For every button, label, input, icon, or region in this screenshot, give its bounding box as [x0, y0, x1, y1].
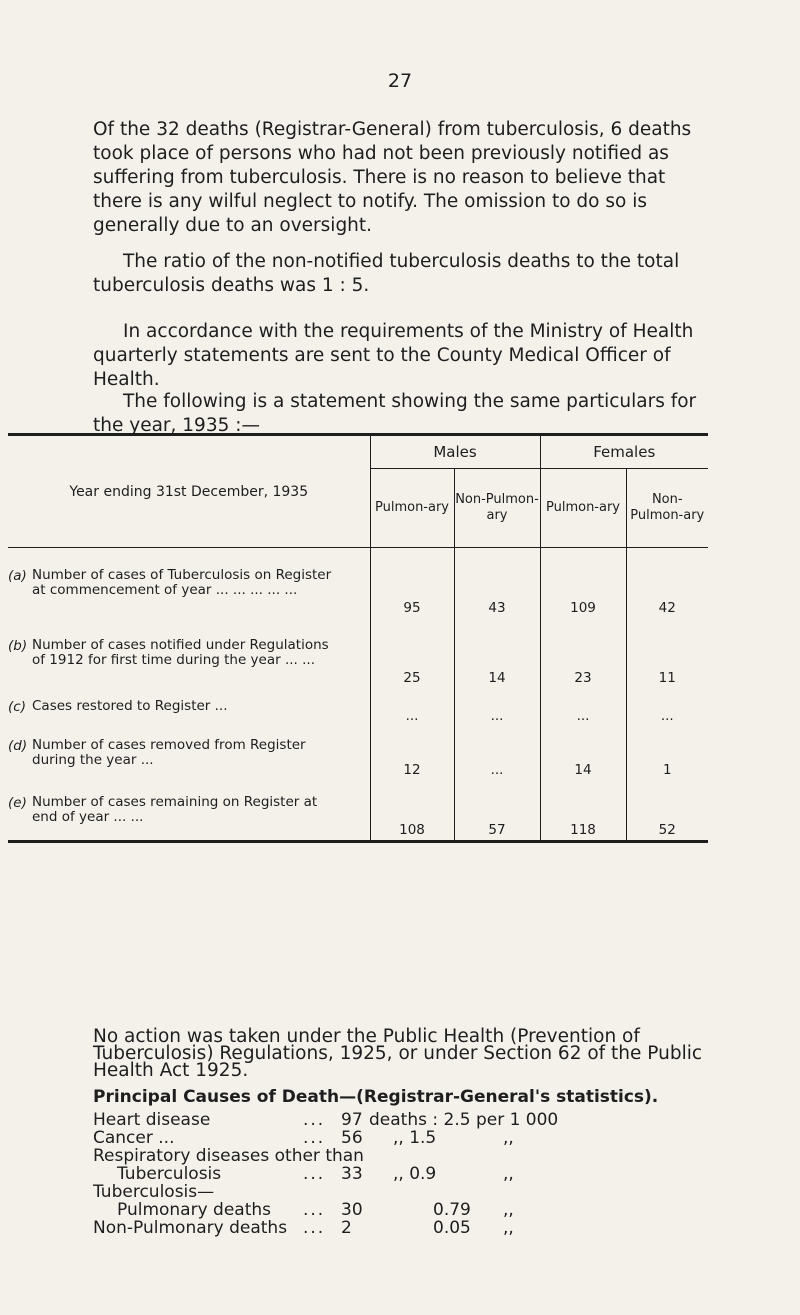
cause-name: Non-Pulmonary deaths — [93, 1218, 288, 1238]
table-cell: 52 — [626, 780, 708, 842]
col-header: Pulmon-ary — [370, 469, 454, 548]
table-row — [8, 618, 708, 688]
row-letter: (a) — [8, 568, 27, 584]
cause-rate: 0.79 — [433, 1200, 471, 1220]
table-cell: 11 — [626, 618, 708, 688]
cause-dots: ... — [303, 1164, 326, 1184]
cause-name: Heart disease — [93, 1110, 211, 1130]
table-cell: 23 — [540, 618, 626, 688]
paragraph-text: The following is a statement showing the same particulars for the year, 1935 :— — [93, 391, 697, 436]
cause-dots: ... — [303, 1110, 326, 1130]
row-label: Cases restored to Register ... — [32, 698, 228, 714]
paragraph-statement-intro — [93, 390, 713, 438]
table-cell: ... — [370, 688, 454, 726]
cause-count: 2 — [341, 1218, 352, 1238]
col-header: Non-Pulmon-ary — [454, 469, 540, 548]
cause-row — [93, 1219, 733, 1237]
paragraph-text: The ratio of the non-notified tuberculosis deaths to the total tuberculosis deaths was 1 : 5. — [93, 251, 680, 296]
cause-count: 56 — [341, 1128, 363, 1148]
page-number: 27 — [387, 70, 413, 92]
year-header: Year ending 31st December, 1935 — [8, 435, 370, 548]
table-cell: 14 — [454, 618, 540, 688]
paragraph-ministry — [93, 320, 713, 392]
table-cell: 118 — [540, 780, 626, 842]
table-cell: 12 — [370, 726, 454, 780]
cause-unit: ,, — [503, 1128, 514, 1148]
cause-rate: deaths : 2.5 per 1 000 — [369, 1110, 559, 1130]
cause-count: 33 — [341, 1164, 363, 1184]
row-label: Number of cases remaining on Register at end of year ... ... — [32, 794, 318, 825]
table-cell: 43 — [454, 548, 540, 619]
row-letter: (e) — [8, 795, 27, 811]
table-cell: 95 — [370, 548, 454, 619]
table-cell: 57 — [454, 780, 540, 842]
table-row — [8, 726, 708, 780]
cause-row — [93, 1183, 733, 1201]
principal-causes-section — [93, 1087, 733, 1237]
table-cell: 109 — [540, 548, 626, 619]
table-row — [8, 548, 708, 619]
paragraph-text: Of the 32 deaths (Registrar-General) from tuberculosis, 6 deaths took place of persons who had not been previously notified as suffering from tuberculosis. There is no reason to believe that there is any wilful neglect to notify. The omission to do so is generally due to an oversight. — [93, 119, 692, 236]
cause-row — [93, 1129, 733, 1147]
table-cell: 14 — [540, 726, 626, 780]
cause-row — [93, 1165, 733, 1183]
cause-dots: ... — [303, 1128, 326, 1148]
row-letter: (c) — [8, 699, 26, 715]
cause-row — [93, 1111, 733, 1129]
cause-rate: ,, 0.9 — [393, 1164, 437, 1184]
cause-name: Tuberculosis — [117, 1164, 222, 1184]
cause-name: Tuberculosis— — [93, 1182, 215, 1202]
cause-dots: ... — [303, 1218, 326, 1238]
cause-name: Respiratory diseases other than — [93, 1146, 364, 1166]
table-cell: ... — [454, 688, 540, 726]
table-row — [8, 688, 708, 726]
table-cell: 1 — [626, 726, 708, 780]
table-cell: ... — [540, 688, 626, 726]
cause-name: Pulmonary deaths — [117, 1200, 272, 1220]
row-label: Number of cases notified under Regulations of 1912 for first time during the year ... ... — [32, 637, 329, 668]
table-cell: ... — [626, 688, 708, 726]
cause-unit: ,, — [503, 1200, 514, 1220]
table-row — [8, 780, 708, 842]
paragraph-deaths-not-notified — [93, 118, 713, 238]
table-cell: 42 — [626, 548, 708, 619]
males-header: Males — [370, 435, 540, 469]
paragraph-ratio — [93, 250, 713, 298]
row-letter: (b) — [8, 638, 28, 654]
col-header: Pulmon-ary — [540, 469, 626, 548]
table-cell: ... — [454, 726, 540, 780]
table-cell: 108 — [370, 780, 454, 842]
females-header: Females — [540, 435, 708, 469]
paragraph-no-action: No action was taken under the Public Health (Prevention of Tuberculosis) Regulations, 1925, or under Section 62 of the Public Health Act 1925. — [93, 1026, 703, 1081]
cause-dots: ... — [303, 1200, 326, 1220]
col-header: Non-Pulmon-ary — [626, 469, 708, 548]
cause-row — [93, 1201, 733, 1219]
cause-count: 30 — [341, 1200, 363, 1220]
cause-unit: ,, — [503, 1164, 514, 1184]
row-letter: (d) — [8, 738, 28, 754]
row-label: Number of cases of Tuberculosis on Register at commencement of year ... ... ... ... ... — [32, 567, 332, 598]
table-cell: 25 — [370, 618, 454, 688]
cause-rate: 0.05 — [433, 1218, 471, 1238]
cause-unit: ,, — [503, 1218, 514, 1238]
tuberculosis-register-table — [8, 433, 708, 843]
cause-name: Cancer ... — [93, 1128, 175, 1148]
cause-rate: ,, 1.5 — [393, 1128, 437, 1148]
paragraph-text: In accordance with the requirements of the Ministry of Health quarterly statements are sent to the County Medical Officer of Health. — [93, 321, 694, 390]
cause-row — [93, 1147, 733, 1165]
causes-title: Principal Causes of Death—(Registrar-General's statistics). — [93, 1087, 659, 1107]
cause-count: 97 — [341, 1110, 363, 1130]
row-label: Number of cases removed from Register during the year ... — [32, 737, 306, 768]
